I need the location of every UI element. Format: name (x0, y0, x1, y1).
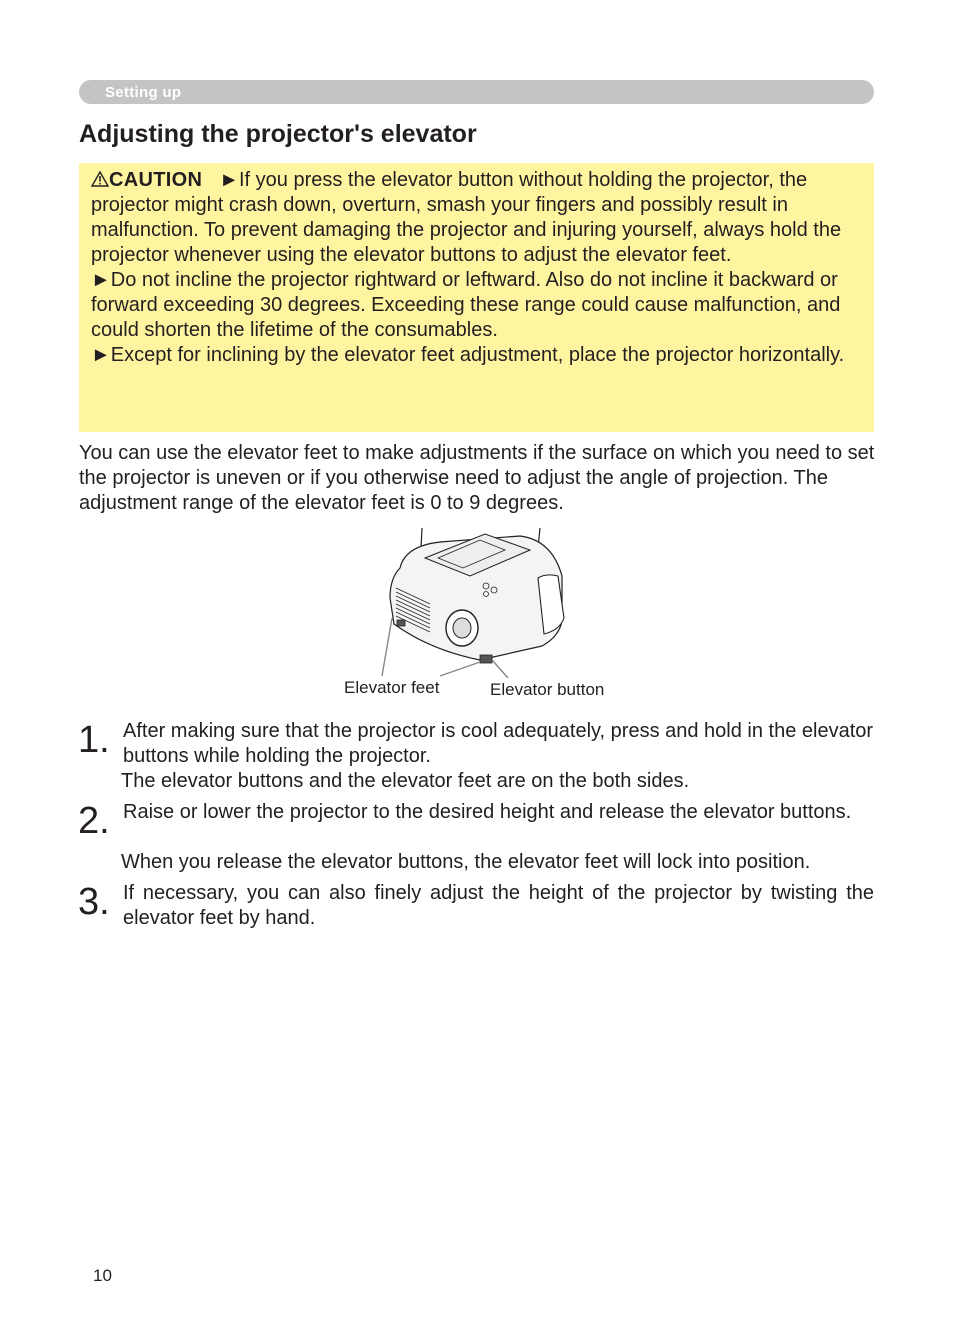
section-header-label: Setting up (105, 84, 182, 101)
step-text: After making sure that the projector is cool adequately, press and hold in the elevator buttons while holding the projector. (123, 720, 874, 767)
projector-figure (330, 528, 650, 708)
step-number: 1. (78, 719, 110, 761)
page-title: Adjusting the projector's elevator (79, 120, 477, 148)
pointer-icon: ► (91, 269, 111, 291)
elevator-button-label: Elevator button (490, 680, 605, 699)
caution-word: CAUTION (109, 169, 203, 191)
caution-paragraph-1: If you press the elevator button without holding the projector, the projector might crash down, overturn, smash your fingers and possibly result in malfunction. To prevent damaging the projector and injuring yourself, always hold the projector whenever using the elevator buttons to adjust the elevator feet. (91, 169, 842, 266)
step-text: Raise or lower the projector to the desired height and release the elevator buttons. (123, 801, 852, 823)
warning-triangle-icon (91, 171, 109, 187)
caution-paragraph-3: Except for inclining by the elevator feet adjustment, place the projector horizontally. (110, 344, 845, 366)
step-note: The elevator buttons and the elevator feet are on the both sides. (121, 770, 690, 792)
caution-box (79, 163, 874, 432)
intro-paragraph: You can use the elevator feet to make adjustments if the surface on which you need to set the projector is uneven or if you otherwise need to adjust the angle of projection. The adjustment range of the elevator feet is 0 to 9 degrees. (79, 442, 875, 514)
step-text: If necessary, you can also finely adjust the height of the projector by twisting the elevator feet by hand. (123, 882, 874, 929)
elevator-feet-label: Elevator feet (344, 678, 440, 697)
projector-illustration (330, 528, 650, 678)
caution-text (91, 168, 861, 368)
pointer-icon: ► (91, 344, 111, 366)
section-header-bar (79, 80, 874, 104)
pointer-icon: ► (219, 169, 239, 191)
caution-paragraph-2: Do not incline the projector rightward or leftward. Also do not incline it backward or forward exceeding 30 degrees. Exceeding these range could cause malfunction, and could shorten the lifetime of the consumables. (91, 269, 841, 341)
caution-label (91, 169, 208, 191)
step-number: 3. (78, 881, 110, 923)
step-note: When you release the elevator buttons, the elevator feet will lock into position. (121, 851, 811, 873)
page-number: 10 (93, 1266, 112, 1285)
step-number: 2. (78, 800, 110, 842)
